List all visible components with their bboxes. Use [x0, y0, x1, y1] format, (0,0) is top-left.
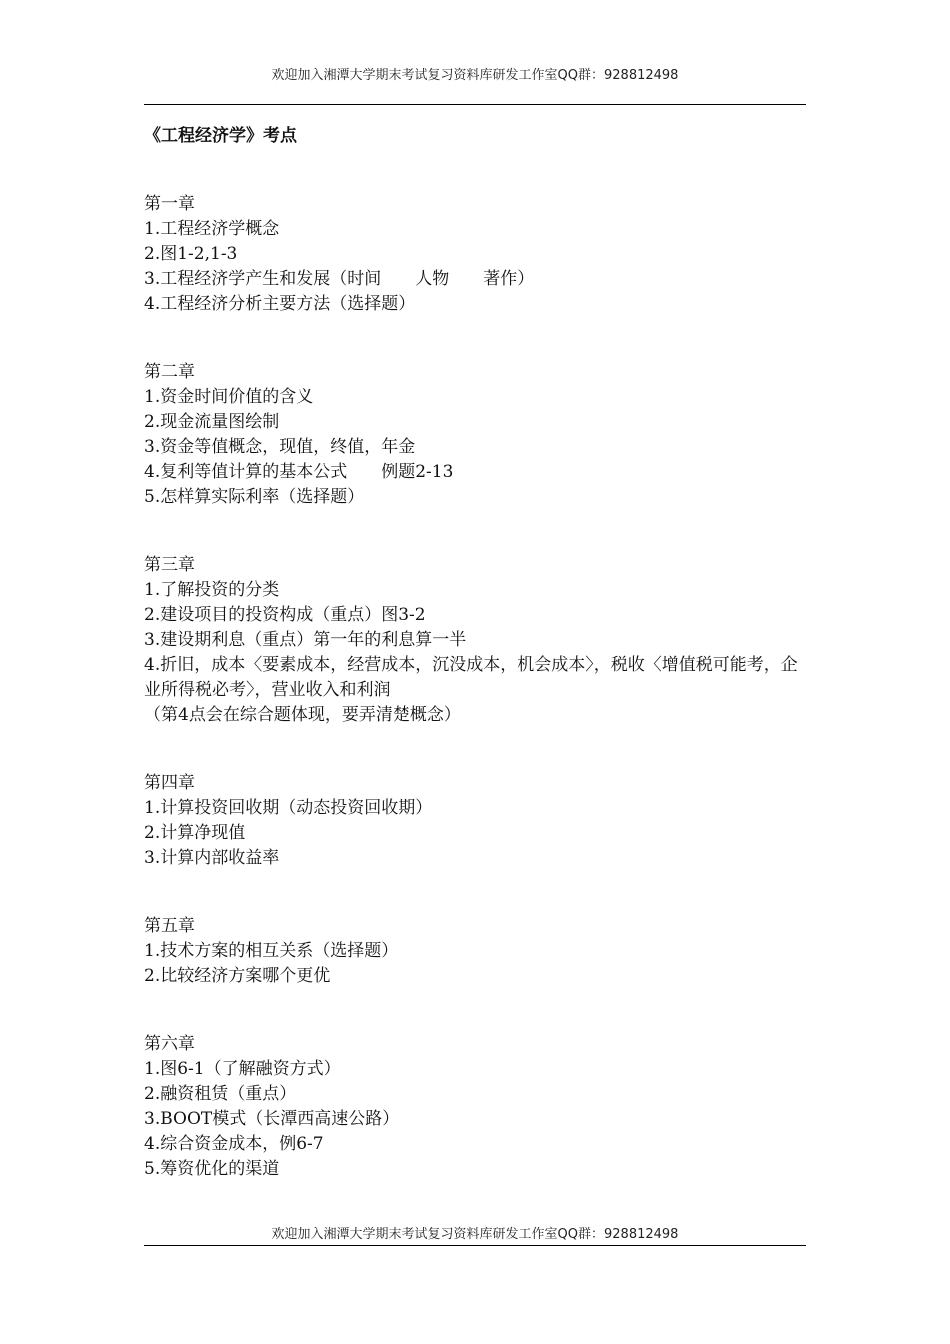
chapter-heading: 第六章: [144, 1034, 195, 1054]
list-item: 3.建设期利息（重点）第一年的利息算一半: [144, 630, 467, 650]
list-item: 5.筹资优化的渠道: [144, 1159, 280, 1179]
list-item: 2.比较经济方案哪个更优: [144, 966, 331, 986]
list-item: 3.资金等值概念，现值，终值，年金: [144, 437, 416, 457]
footer-divider: [144, 1245, 806, 1246]
list-item: 4.工程经济分析主要方法（选择题）: [144, 294, 416, 314]
list-item-note: （第4点会在综合题体现，要弄清楚概念）: [144, 705, 461, 725]
chapter-4: [144, 771, 806, 871]
chapter-1: [144, 192, 806, 317]
list-item: 4.折旧，成本〈要素成本，经营成本，沉没成本，机会成本〉，税收〈增值税可能考，企业所得税必考〉，营业收入和利润: [144, 655, 798, 700]
list-item: 1.工程经济学概念: [144, 219, 280, 239]
list-item: 3.BOOT模式（长潭西高速公路）: [144, 1109, 400, 1129]
chapter-heading: 第五章: [144, 916, 195, 936]
list-item: 1.计算投资回收期（动态投资回收期）: [144, 798, 433, 818]
list-item: 2.融资租赁（重点）: [144, 1084, 297, 1104]
chapter-2: [144, 360, 806, 510]
list-item: 2.建设项目的投资构成（重点）图3-2: [144, 605, 426, 625]
list-item: 4.综合资金成本，例6-7: [144, 1134, 324, 1154]
document-title: 《工程经济学》考点: [144, 126, 297, 146]
list-item: 4.复利等值计算的基本公式 例题2-13: [144, 462, 454, 482]
list-item: 3.计算内部收益率: [144, 848, 280, 868]
list-item: 1.技术方案的相互关系（选择题）: [144, 941, 399, 961]
page-footer: 欢迎加入湘潭大学期末考试复习资料库研发工作室QQ群：928812498: [271, 1227, 679, 1242]
chapter-heading: 第一章: [144, 194, 195, 214]
list-item: 1.资金时间价值的含义: [144, 387, 314, 407]
chapter-6: [144, 1032, 806, 1182]
list-item: 3.工程经济学产生和发展（时间 人物 著作）: [144, 269, 535, 289]
chapter-heading: 第二章: [144, 362, 195, 382]
list-item: 2.现金流量图绘制: [144, 412, 280, 432]
list-item: 2.计算净现值: [144, 823, 246, 843]
list-item: 1.了解投资的分类: [144, 580, 280, 600]
document-body: [144, 192, 806, 1225]
list-item: 1.图6-1（了解融资方式）: [144, 1059, 341, 1079]
header-divider: [144, 104, 806, 105]
chapter-heading: 第三章: [144, 555, 195, 575]
list-item: 5.怎样算实际利率（选择题）: [144, 487, 365, 507]
chapter-5: [144, 914, 806, 989]
list-item: 2.图1-2,1-3: [144, 244, 238, 264]
page-header: 欢迎加入湘潭大学期末考试复习资料库研发工作室QQ群：928812498: [271, 68, 679, 83]
chapter-3: [144, 553, 806, 728]
chapter-heading: 第四章: [144, 773, 195, 793]
